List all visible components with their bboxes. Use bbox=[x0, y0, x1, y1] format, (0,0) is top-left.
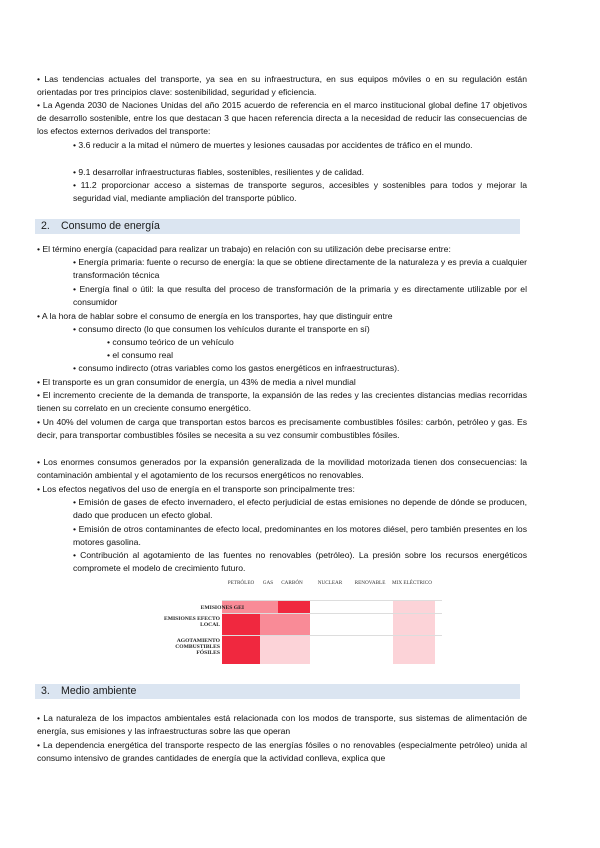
list-item: • el consumo real bbox=[107, 350, 174, 360]
paragraph: • Un 40% del volumen de carga que transportan estos barcos es precisamente combustibles fósiles: carbón, petróleo y gas. Es decir, para transportar combustibles fósiles se necesita a su vez consumir combustibles fósiles. bbox=[37, 417, 527, 441]
table-cell bbox=[222, 614, 260, 636]
paragraph: • El término energía (capacidad para realizar un trabajo) en relación con su utilización debe precisarse entre: bbox=[37, 244, 451, 254]
list-item: • consumo indirecto (otras variables como los gastos energéticos en infraestructuras). bbox=[73, 363, 400, 373]
list-item: • 3.6 reducir a la mitad el número de muertes y lesiones causadas por accidentes de tráfico en el mundo. bbox=[73, 140, 473, 150]
list-item: • 11.2 proporcionar acceso a sistemas de transporte seguros, accesibles y sostenibles para todos y mejorar la seguridad vial, mediante ampliación del transporte público. bbox=[73, 180, 527, 204]
list-item: • Energía primaria: fuente o recurso de energía: la que se obtiene directamente de la naturaleza y es previa a cualquier transformación técnica bbox=[73, 257, 527, 281]
list-item: • 9.1 desarrollar infraestructuras fiables, sostenibles, resilientes y de calidad. bbox=[73, 167, 365, 177]
paragraph: • El transporte es un gran consumidor de energía, un 43% de media a nivel mundial bbox=[37, 377, 356, 387]
row-label: AGOTAMIENTO COMBUSTIBLES FÓSILES bbox=[175, 638, 220, 656]
table-cell bbox=[393, 614, 435, 636]
list-item: • Emisión de otros contaminantes de efecto local, predominantes en los motores diésel, pero también presentes en los motores gasolina. bbox=[73, 524, 527, 548]
column-header: CARBÓN bbox=[281, 580, 303, 586]
row-label: EMISIONES GEI bbox=[200, 605, 244, 611]
section-title: Consumo de energía bbox=[61, 220, 160, 232]
table-cell bbox=[278, 614, 310, 636]
column-header: PETRÓLEO bbox=[227, 580, 255, 586]
list-item: • Contribución al agotamiento de las fuentes no renovables (petróleo). La presión sobre los recursos energéticos compromete el modelo de crecimiento futuro. bbox=[73, 550, 527, 574]
table-cell bbox=[260, 636, 278, 664]
table-cell bbox=[393, 636, 435, 664]
paragraph-trends: • Las tendencias actuales del transporte, ya sea en su infraestructura, en sus equipos móviles o en su regulación están orientadas por tres principios clave: sostenibilidad, seguridad y eficiencia. bbox=[37, 74, 527, 98]
divider bbox=[222, 600, 442, 601]
paragraph: • A la hora de hablar sobre el consumo de energía en los transportes, hay que distinguir entre bbox=[37, 311, 393, 321]
paragraph: • La dependencia energética del transporte respecto de las energías fósiles o no renovables (especialmente petróleo) unida al consumo intensivo de grandes cantidades de energía que la actividad conlleva, explica que bbox=[37, 740, 527, 764]
list-item: • Energía final o útil: la que resulta del proceso de transformación de la primaria y es directamente utilizable por el consumidor bbox=[73, 284, 527, 308]
column-header: NUCLEAR bbox=[317, 580, 343, 586]
section-heading-environment bbox=[35, 684, 520, 699]
table-cell bbox=[278, 636, 310, 664]
paragraph: • Los efectos negativos del uso de energía en el transporte son principalmente tres: bbox=[37, 484, 355, 494]
paragraph: • Los enormes consumos generados por la expansión generalizada de la movilidad motorizada tienen dos consecuencias: la contaminación ambiental y el agotamiento de los recursos energéticos no renovables. bbox=[37, 457, 527, 481]
section-heading-energy bbox=[35, 219, 520, 234]
list-item: • Emisión de gases de efecto invernadero, el efecto perjudicial de estas emisiones no depende de dónde se producen, dado que producen un efecto global. bbox=[73, 497, 527, 521]
row-label: EMISIONES EFECTO LOCAL bbox=[163, 616, 220, 628]
table-cell bbox=[260, 614, 278, 636]
section-title: Medio ambiente bbox=[61, 685, 137, 697]
list-item: • consumo directo (lo que consumen los vehículos durante el transporte en sí) bbox=[73, 324, 370, 334]
section-number: 2. bbox=[41, 220, 50, 232]
column-header: GAS bbox=[262, 580, 274, 586]
divider bbox=[222, 635, 442, 636]
list-item: • consumo teórico de un vehículo bbox=[107, 337, 234, 347]
column-header: MIX ELÉCTRICO bbox=[392, 580, 432, 586]
paragraph: • La naturaleza de los impactos ambientales está relacionada con los modos de transporte, sus sistemas de alimentación de energía, sus emisiones y las infraestructuras sobre las que operan bbox=[37, 713, 527, 737]
divider bbox=[222, 613, 442, 614]
paragraph: • El incremento creciente de la demanda de transporte, la expansión de las redes y las crecientes distancias medias recorridas tienen su correlato en un creciente consumo energético. bbox=[37, 390, 527, 414]
section-number: 3. bbox=[41, 685, 50, 697]
energy-impact-table bbox=[160, 580, 445, 668]
paragraph-agenda-2030: • La Agenda 2030 de Naciones Unidas del año 2015 acuerdo de referencia en el marco institucional global define 17 objetivos de desarrollo sostenible, entre los que destacan 3 que hacen referencia directa a la necesidad de reducir las consecuencias de los efectos externos derivados del transporte: bbox=[37, 100, 527, 137]
column-header: RENOVABLE bbox=[354, 580, 386, 586]
table-cell bbox=[222, 636, 260, 664]
